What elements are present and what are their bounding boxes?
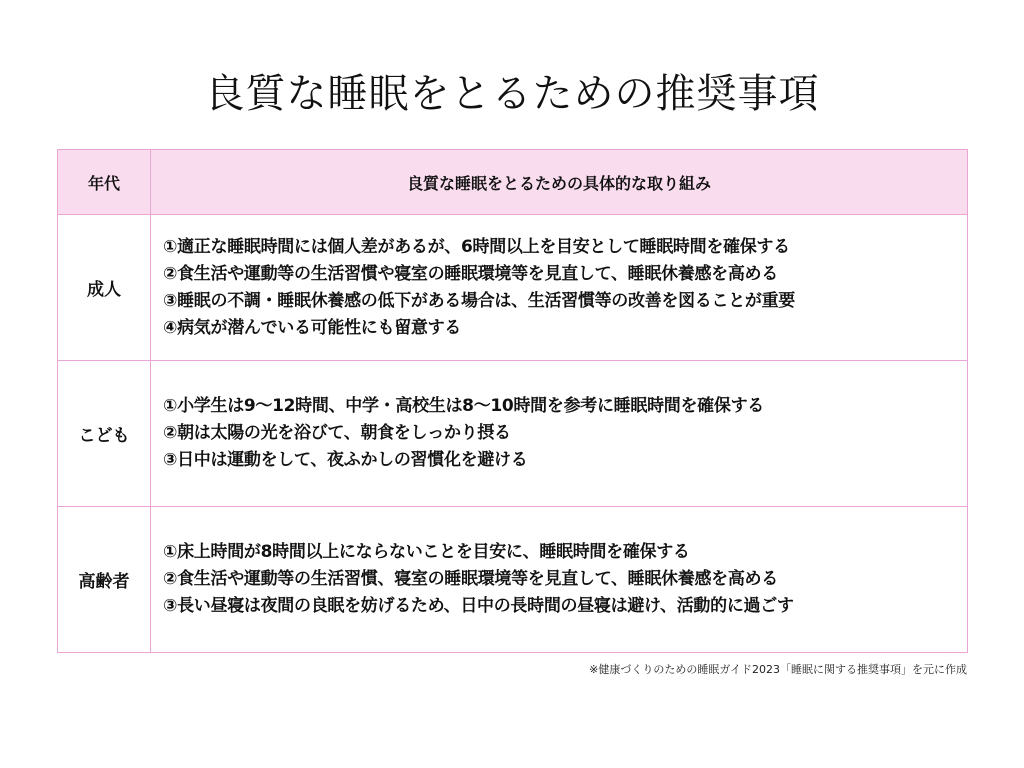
list-item: ①床上時間が8時間以上にならないことを目安に、睡眠時間を確保する xyxy=(163,542,690,562)
items-list-adult xyxy=(163,234,967,342)
table-row-adult xyxy=(58,215,968,361)
list-item: ④病気が潜んでいる可能性にも留意する xyxy=(163,317,461,338)
list-item: ②食生活や運動等の生活習慣や寝室の睡眠環境等を見直して、睡眠休養感を高める xyxy=(163,263,778,284)
list-item: ①適正な睡眠時間には個人差があるが、6時間以上を目安として睡眠時間を確保する xyxy=(163,236,790,257)
list-item: ③日中は運動をして、夜ふかしの習慣化を避ける xyxy=(163,450,528,470)
list-item: ③長い昼寝は夜間の良眠を妨げるため、日中の長時間の昼寝は避け、活動的に過ごす xyxy=(163,596,794,616)
header-age: 年代 xyxy=(58,150,151,215)
items-cell-child xyxy=(151,361,968,507)
items-cell-adult xyxy=(151,215,968,361)
list-item: ③睡眠の不調・睡眠休養感の低下がある場合は、生活習慣等の改善を図ることが重要 xyxy=(163,290,795,311)
header-efforts: 良質な睡眠をとるための具体的な取り組み xyxy=(151,150,968,215)
source-footnote: ※健康づくりのための睡眠ガイド2023「睡眠に関する推奨事項」を元に作成 xyxy=(589,663,967,676)
table-row-elderly xyxy=(58,507,968,653)
age-cell-elderly: 高齢者 xyxy=(58,507,151,653)
table-header-row xyxy=(58,150,968,215)
age-cell-adult: 成人 xyxy=(58,215,151,361)
items-cell-elderly xyxy=(151,507,968,653)
list-item: ②食生活や運動等の生活習慣、寝室の睡眠環境等を見直して、睡眠休養感を高める xyxy=(163,569,778,589)
list-item: ②朝は太陽の光を浴びて、朝食をしっかり摂る xyxy=(163,423,511,443)
items-list-child xyxy=(163,393,967,474)
recommendations-table xyxy=(57,149,968,653)
table-row-child xyxy=(58,361,968,507)
list-item: ①小学生は9〜12時間、中学・高校生は8〜10時間を参考に睡眠時間を確保する xyxy=(163,396,764,416)
age-cell-child: こども xyxy=(58,361,151,507)
page-title: 良質な睡眠をとるための推奨事項 xyxy=(204,71,820,117)
items-list-elderly xyxy=(163,539,967,620)
